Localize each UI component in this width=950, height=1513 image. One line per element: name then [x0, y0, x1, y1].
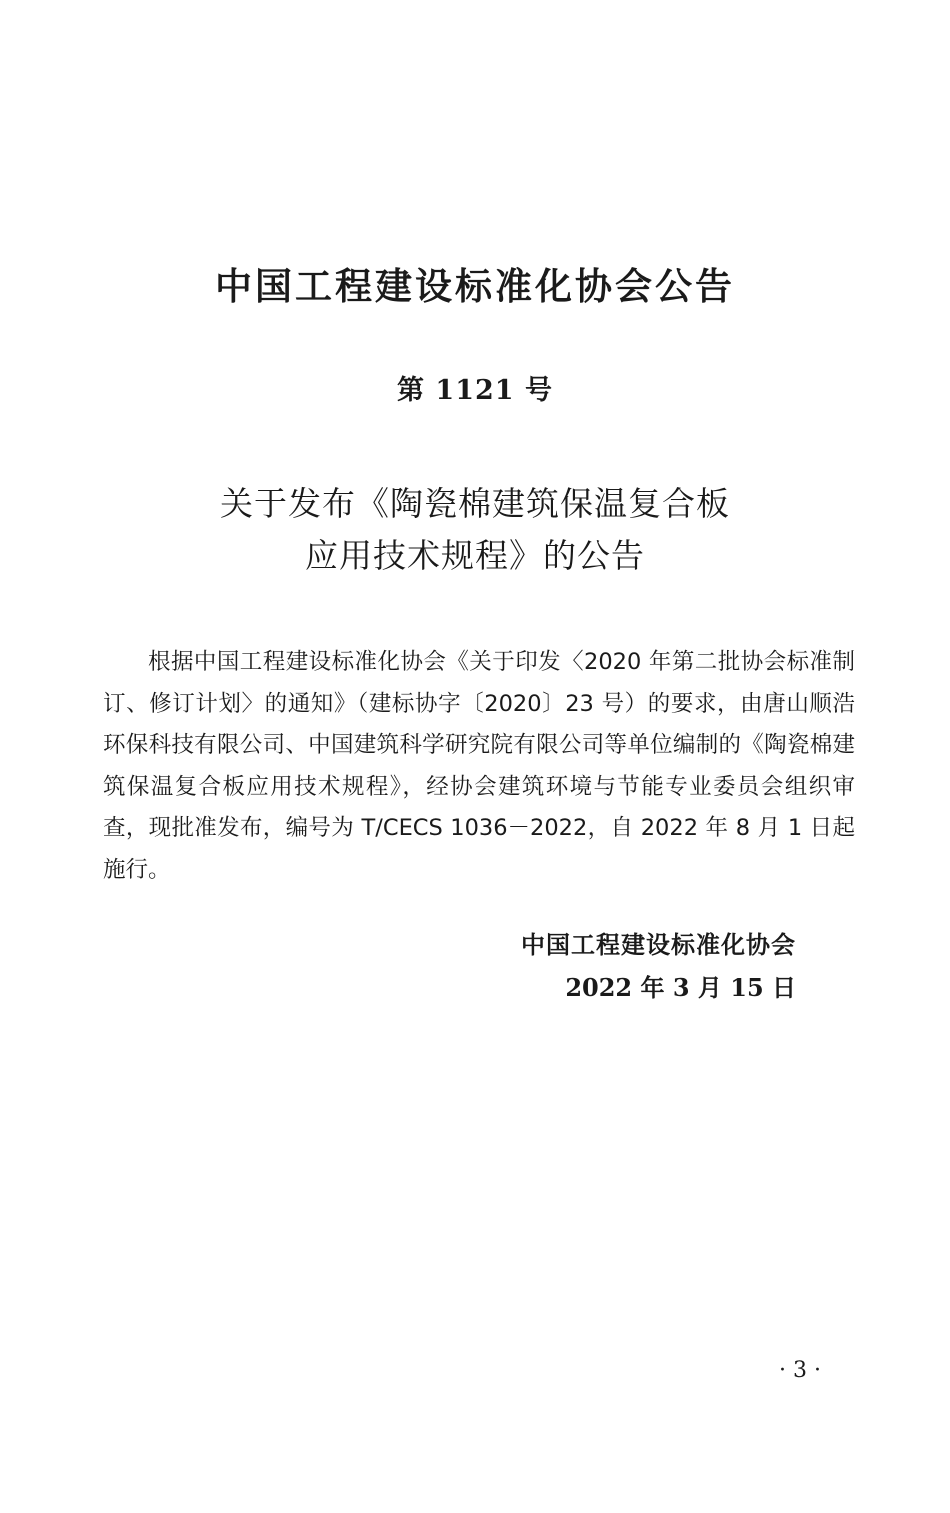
org-title: 中国工程建设标准化协会公告	[215, 265, 735, 308]
subject-line-2: 应用技术规程》的公告	[305, 536, 645, 575]
page-number: · 3 ·	[779, 1358, 821, 1383]
signer: 中国工程建设标准化协会	[521, 931, 796, 959]
body-paragraph: 根据中国工程建设标准化协会《关于印发〈2020 年第二批协会标准制订、修订计划〉的通知》（建标协字〔2020〕23 号）的要求，由唐山顺浩环保科技有限公司、中国建筑科学研究院有限公司等单位编制的《陶瓷棉建筑保温复合板应用技术规程》，经协会建筑环境与节能专业委员会组织审查，现批准发布，编号为 T/CECS 1036－2022，自 2022 年 8 月 1 日起施行。	[103, 649, 855, 883]
notice-body	[103, 642, 855, 891]
notice-number: 第 1121 号	[397, 375, 553, 406]
subject-line-1: 关于发布《陶瓷棉建筑保温复合板	[220, 484, 730, 523]
issue-date: 2022 年 3 月 15 日	[565, 973, 796, 1002]
notice-subject	[0, 478, 950, 582]
